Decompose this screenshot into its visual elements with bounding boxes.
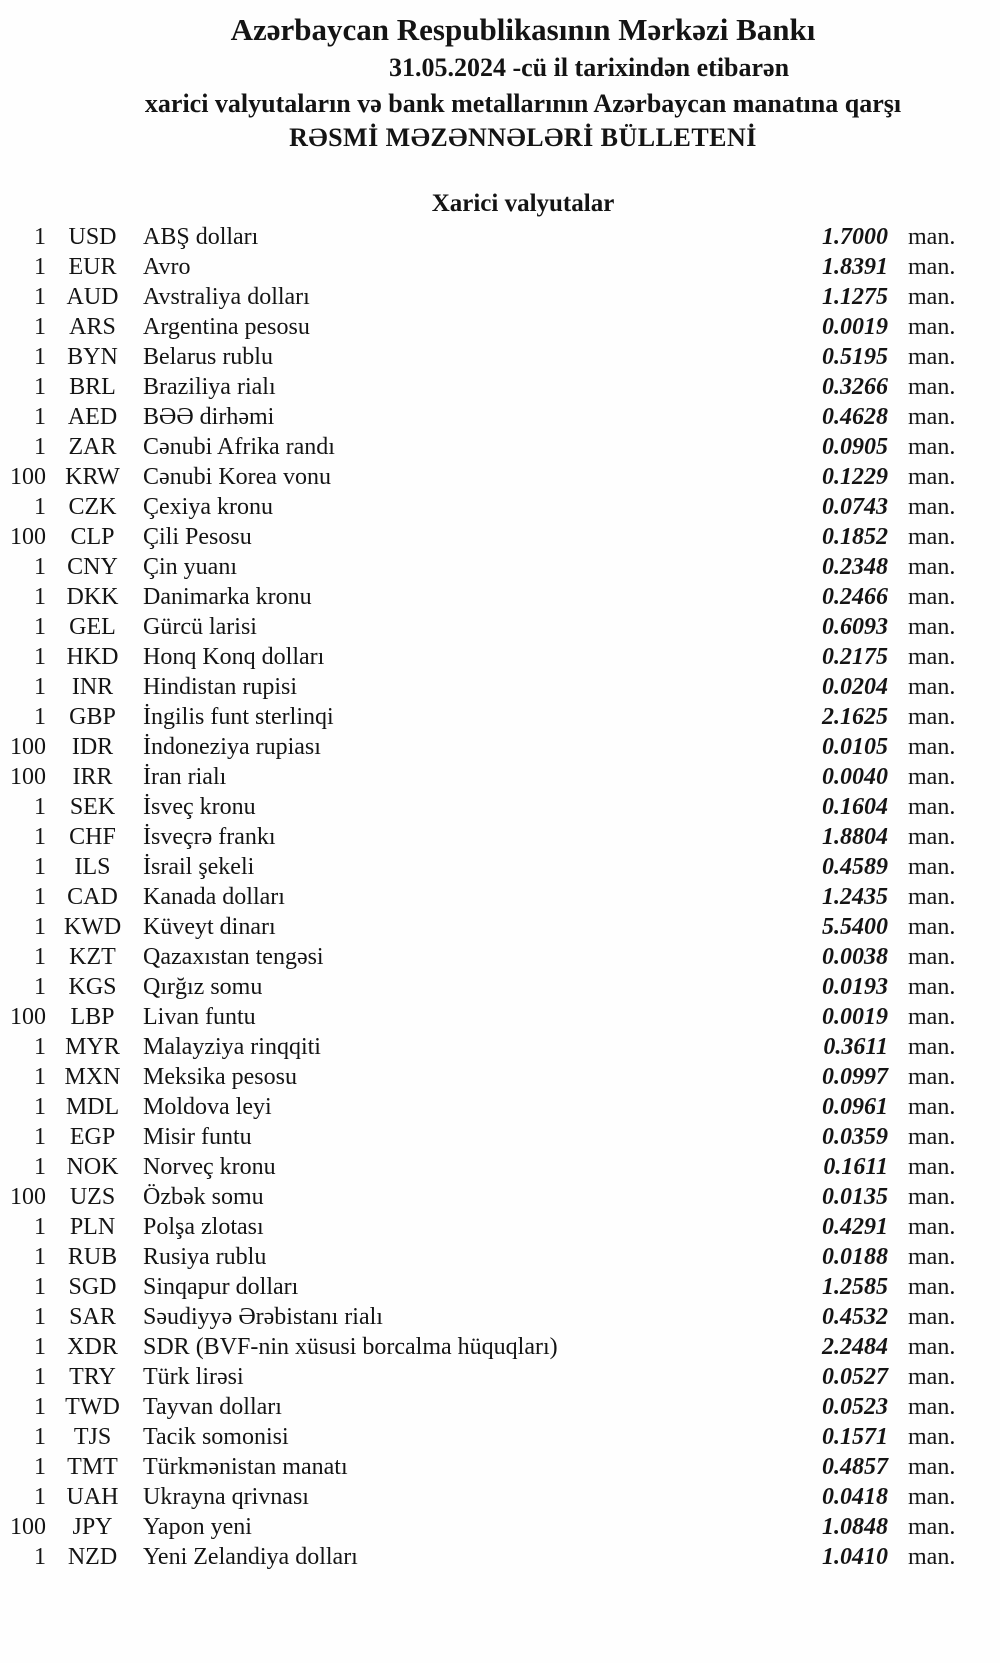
table-row: [0, 1512, 1000, 1542]
unit-label-cell: man.: [908, 1544, 956, 1570]
rate-value-cell: 5.5400: [822, 914, 888, 940]
rate-value-cell: 1.8804: [822, 824, 888, 850]
currency-code-cell: SEK: [69, 794, 116, 820]
rate-value-cell: 0.0418: [822, 1484, 888, 1510]
table-row: [0, 672, 1000, 702]
unit-label-cell: man.: [908, 1304, 956, 1330]
currency-code-cell: RUB: [67, 1244, 118, 1270]
currency-code-cell: KRW: [65, 464, 120, 490]
rate-value-cell: 0.5195: [822, 344, 888, 370]
table-row: [0, 732, 1000, 762]
table-row: [0, 1272, 1000, 1302]
rate-value-cell: 0.0019: [822, 1004, 888, 1030]
quantity-cell: 100: [10, 1184, 46, 1210]
unit-label-cell: man.: [908, 494, 956, 520]
currency-code-cell: TJS: [73, 1424, 112, 1450]
currency-code-cell: TWD: [65, 1394, 120, 1420]
table-row: [0, 1122, 1000, 1152]
currency-name-cell: Rusiya rublu: [143, 1244, 267, 1270]
table-row: [0, 822, 1000, 852]
unit-label-cell: man.: [908, 1034, 956, 1060]
currency-code-cell: CAD: [67, 884, 118, 910]
currency-name-cell: Cənubi Afrika randı: [143, 434, 335, 460]
quantity-cell: 1: [34, 884, 46, 910]
currency-name-cell: BƏƏ dirhəmi: [143, 404, 275, 430]
unit-label-cell: man.: [908, 314, 956, 340]
table-row: [0, 582, 1000, 612]
unit-label-cell: man.: [908, 1244, 956, 1270]
quantity-cell: 1: [34, 944, 46, 970]
rate-value-cell: 0.6093: [822, 614, 888, 640]
currency-name-cell: Çili Pesosu: [143, 524, 252, 550]
table-row: [0, 1392, 1000, 1422]
currency-code-cell: GEL: [69, 614, 116, 640]
unit-label-cell: man.: [908, 254, 956, 280]
table-row: [0, 492, 1000, 522]
unit-label-cell: man.: [908, 1214, 956, 1240]
table-row: [0, 1002, 1000, 1032]
currency-code-cell: EGP: [69, 1124, 116, 1150]
table-row: [0, 1032, 1000, 1062]
rate-value-cell: 1.0410: [822, 1544, 888, 1570]
currency-name-cell: İngilis funt sterlinqi: [143, 704, 334, 730]
quantity-cell: 1: [34, 674, 46, 700]
currency-name-cell: Tayvan dolları: [143, 1394, 282, 1420]
unit-label-cell: man.: [908, 224, 956, 250]
rate-value-cell: 0.1571: [822, 1424, 888, 1450]
rate-value-cell: 0.3611: [823, 1034, 888, 1060]
unit-label-cell: man.: [908, 1424, 956, 1450]
unit-label-cell: man.: [908, 704, 956, 730]
currency-name-cell: Avro: [143, 254, 191, 280]
table-row: [0, 312, 1000, 342]
quantity-cell: 1: [34, 704, 46, 730]
unit-label-cell: man.: [908, 974, 956, 1000]
unit-label-cell: man.: [908, 1064, 956, 1090]
unit-label-cell: man.: [908, 1454, 956, 1480]
table-row: [0, 792, 1000, 822]
unit-label-cell: man.: [908, 764, 956, 790]
table-row: [0, 342, 1000, 372]
quantity-cell: 1: [34, 434, 46, 460]
currency-name-cell: İsveçrə frankı: [143, 824, 276, 850]
currency-name-cell: Belarus rublu: [143, 344, 273, 370]
table-row: [0, 1482, 1000, 1512]
quantity-cell: 1: [34, 1394, 46, 1420]
rate-value-cell: 0.4291: [822, 1214, 888, 1240]
unit-label-cell: man.: [908, 644, 956, 670]
currency-code-cell: CLP: [70, 524, 115, 550]
rate-value-cell: 0.1852: [822, 524, 888, 550]
table-row: [0, 642, 1000, 672]
unit-label-cell: man.: [908, 554, 956, 580]
rate-value-cell: 0.0135: [822, 1184, 888, 1210]
unit-label-cell: man.: [908, 1154, 956, 1180]
table-row: [0, 432, 1000, 462]
currency-code-cell: EUR: [68, 254, 117, 280]
rate-value-cell: 0.0905: [822, 434, 888, 460]
table-row: [0, 942, 1000, 972]
currency-code-cell: CNY: [67, 554, 118, 580]
currency-code-cell: IDR: [71, 734, 114, 760]
table-row: [0, 462, 1000, 492]
currency-name-cell: Türkmənistan manatı: [143, 1454, 348, 1480]
bulletin-header: [46, 10, 1000, 222]
unit-label-cell: man.: [908, 914, 956, 940]
quantity-cell: 1: [34, 644, 46, 670]
quantity-cell: 1: [34, 404, 46, 430]
rate-value-cell: 0.0527: [822, 1364, 888, 1390]
currency-name-cell: Meksika pesosu: [143, 1064, 297, 1090]
rate-value-cell: 0.3266: [822, 374, 888, 400]
unit-label-cell: man.: [908, 1484, 956, 1510]
table-row: [0, 1542, 1000, 1572]
unit-label-cell: man.: [908, 1124, 956, 1150]
unit-label-cell: man.: [908, 464, 956, 490]
unit-label-cell: man.: [908, 824, 956, 850]
unit-label-cell: man.: [908, 944, 956, 970]
quantity-cell: 1: [34, 1124, 46, 1150]
currency-name-cell: İndoneziya rupiası: [143, 734, 321, 760]
currency-name-cell: Malayziya rinqqiti: [143, 1034, 321, 1060]
unit-label-cell: man.: [908, 614, 956, 640]
currency-name-cell: Səudiyyə Ərəbistanı rialı: [143, 1304, 383, 1330]
table-row: [0, 222, 1000, 252]
quantity-cell: 1: [34, 284, 46, 310]
currency-code-cell: KZT: [69, 944, 116, 970]
quantity-cell: 100: [10, 1514, 46, 1540]
currency-name-cell: Küveyt dinarı: [143, 914, 276, 940]
quantity-cell: 100: [10, 524, 46, 550]
currency-name-cell: Misir funtu: [143, 1124, 252, 1150]
rate-value-cell: 1.0848: [822, 1514, 888, 1540]
currency-name-cell: Kanada dolları: [143, 884, 285, 910]
currency-code-cell: GBP: [69, 704, 116, 730]
unit-label-cell: man.: [908, 434, 956, 460]
quantity-cell: 1: [34, 1334, 46, 1360]
page-title: Azərbaycan Respublikasının Mərkəzi Bankı: [230, 12, 816, 47]
currency-code-cell: BYN: [67, 344, 118, 370]
rate-value-cell: 0.0204: [822, 674, 888, 700]
currency-code-cell: NOK: [66, 1154, 119, 1180]
quantity-cell: 1: [34, 1094, 46, 1120]
quantity-cell: 100: [10, 464, 46, 490]
table-row: [0, 1092, 1000, 1122]
table-row: [0, 1212, 1000, 1242]
rate-value-cell: 0.0961: [822, 1094, 888, 1120]
unit-label-cell: man.: [908, 1514, 956, 1540]
currency-name-cell: Honq Konq dolları: [143, 644, 325, 670]
quantity-cell: 1: [34, 1484, 46, 1510]
unit-label-cell: man.: [908, 1364, 956, 1390]
quantity-cell: 1: [34, 1064, 46, 1090]
currency-code-cell: KGS: [68, 974, 117, 1000]
table-row: [0, 552, 1000, 582]
unit-label-cell: man.: [908, 404, 956, 430]
currency-code-cell: AED: [67, 404, 118, 430]
currency-name-cell: Qazaxıstan tengəsi: [143, 944, 324, 970]
currency-code-cell: IRR: [72, 764, 113, 790]
quantity-cell: 1: [34, 794, 46, 820]
currency-code-cell: LBP: [70, 1004, 115, 1030]
table-row: [0, 372, 1000, 402]
rate-value-cell: 0.1611: [823, 1154, 888, 1180]
table-row: [0, 852, 1000, 882]
unit-label-cell: man.: [908, 1184, 956, 1210]
currency-code-cell: JPY: [72, 1514, 113, 1540]
rate-value-cell: 1.1275: [822, 284, 888, 310]
quantity-cell: 100: [10, 1004, 46, 1030]
currency-code-cell: CHF: [69, 824, 116, 850]
currency-code-cell: UZS: [69, 1184, 116, 1210]
currency-name-cell: İsveç kronu: [143, 794, 256, 820]
currency-name-cell: Gürcü larisi: [143, 614, 257, 640]
currency-code-cell: KWD: [63, 914, 122, 940]
quantity-cell: 1: [34, 614, 46, 640]
quantity-cell: 1: [34, 584, 46, 610]
table-row: [0, 282, 1000, 312]
currency-name-cell: Livan funtu: [143, 1004, 256, 1030]
rate-value-cell: 1.7000: [822, 224, 888, 250]
quantity-cell: 1: [34, 914, 46, 940]
unit-label-cell: man.: [908, 1004, 956, 1030]
section-title-foreign-currencies: Xarici valyutalar: [431, 190, 615, 217]
currency-name-cell: ABŞ dolları: [143, 224, 259, 250]
table-row: [0, 1362, 1000, 1392]
rate-value-cell: 1.2585: [822, 1274, 888, 1300]
table-row: [0, 252, 1000, 282]
quantity-cell: 1: [34, 824, 46, 850]
quantity-cell: 1: [34, 254, 46, 280]
rate-value-cell: 0.0105: [822, 734, 888, 760]
currency-code-cell: AUD: [66, 284, 119, 310]
quantity-cell: 1: [34, 1274, 46, 1300]
table-row: [0, 1062, 1000, 1092]
effective-date-line: 31.05.2024 -cü il tarixindən etibarən: [388, 53, 790, 82]
quantity-cell: 1: [34, 1214, 46, 1240]
currency-name-cell: Danimarka kronu: [143, 584, 312, 610]
quantity-cell: 1: [34, 1424, 46, 1450]
quantity-cell: 1: [34, 224, 46, 250]
quantity-cell: 100: [10, 764, 46, 790]
rate-value-cell: 0.0040: [822, 764, 888, 790]
bulletin-title: RƏSMİ MƏZƏNNƏLƏRİ BÜLLETENİ: [289, 123, 757, 152]
table-row: [0, 402, 1000, 432]
currency-name-cell: İran rialı: [143, 764, 227, 790]
currency-name-cell: Tacik somonisi: [143, 1424, 289, 1450]
table-row: [0, 1152, 1000, 1182]
currency-code-cell: MXN: [64, 1064, 121, 1090]
unit-label-cell: man.: [908, 854, 956, 880]
table-row: [0, 1332, 1000, 1362]
rate-value-cell: 0.0359: [822, 1124, 888, 1150]
bulletin-subtitle: xarici valyutaların və bank metallarının Azərbaycan manatına qarşı: [144, 89, 902, 118]
rate-value-cell: 0.1604: [822, 794, 888, 820]
rate-value-cell: 0.4857: [822, 1454, 888, 1480]
quantity-cell: 1: [34, 344, 46, 370]
currency-code-cell: CZK: [68, 494, 117, 520]
quantity-cell: 1: [34, 1034, 46, 1060]
quantity-cell: 1: [34, 494, 46, 520]
rate-value-cell: 1.2435: [822, 884, 888, 910]
currency-name-cell: Qırğız somu: [143, 974, 263, 1000]
unit-label-cell: man.: [908, 584, 956, 610]
currency-code-cell: UAH: [66, 1484, 119, 1510]
rate-value-cell: 2.1625: [822, 704, 888, 730]
currency-code-cell: DKK: [66, 584, 119, 610]
rate-value-cell: 0.4628: [822, 404, 888, 430]
table-row: [0, 522, 1000, 552]
rate-value-cell: 0.0743: [822, 494, 888, 520]
unit-label-cell: man.: [908, 884, 956, 910]
rates-table: [0, 222, 1000, 1572]
rate-value-cell: 0.0193: [822, 974, 888, 1000]
quantity-cell: 100: [10, 734, 46, 760]
rate-value-cell: 0.2348: [822, 554, 888, 580]
unit-label-cell: man.: [908, 1334, 956, 1360]
rate-value-cell: 2.2484: [822, 1334, 888, 1360]
quantity-cell: 1: [34, 374, 46, 400]
currency-name-cell: Yeni Zelandiya dolları: [143, 1544, 358, 1570]
currency-name-cell: Çexiya kronu: [143, 494, 273, 520]
currency-name-cell: Sinqapur dolları: [143, 1274, 299, 1300]
currency-name-cell: Norveç kronu: [143, 1154, 276, 1180]
table-row: [0, 762, 1000, 792]
currency-code-cell: BRL: [69, 374, 116, 400]
quantity-cell: 1: [34, 1304, 46, 1330]
currency-name-cell: Cənubi Korea vonu: [143, 464, 331, 490]
quantity-cell: 1: [34, 974, 46, 1000]
rate-value-cell: 0.4532: [822, 1304, 888, 1330]
currency-code-cell: ZAR: [68, 434, 117, 460]
currency-name-cell: Çin yuanı: [143, 554, 237, 580]
table-row: [0, 972, 1000, 1002]
unit-label-cell: man.: [908, 524, 956, 550]
rate-value-cell: 0.2175: [822, 644, 888, 670]
rate-value-cell: 0.0523: [822, 1394, 888, 1420]
currency-code-cell: MDL: [65, 1094, 120, 1120]
unit-label-cell: man.: [908, 1274, 956, 1300]
quantity-cell: 1: [34, 314, 46, 340]
currency-name-cell: Polşa zlotası: [143, 1214, 264, 1240]
rate-value-cell: 0.1229: [822, 464, 888, 490]
table-row: [0, 1452, 1000, 1482]
currency-code-cell: PLN: [69, 1214, 116, 1240]
unit-label-cell: man.: [908, 1094, 956, 1120]
table-row: [0, 1422, 1000, 1452]
table-row: [0, 882, 1000, 912]
rate-value-cell: 0.2466: [822, 584, 888, 610]
currency-name-cell: Özbək somu: [143, 1184, 264, 1210]
unit-label-cell: man.: [908, 284, 956, 310]
quantity-cell: 1: [34, 1454, 46, 1480]
currency-code-cell: USD: [68, 224, 117, 250]
rate-value-cell: 0.0038: [822, 944, 888, 970]
unit-label-cell: man.: [908, 1394, 956, 1420]
currency-code-cell: SGD: [68, 1274, 117, 1300]
currency-code-cell: MYR: [65, 1034, 120, 1060]
currency-name-cell: Braziliya rialı: [143, 374, 276, 400]
unit-label-cell: man.: [908, 674, 956, 700]
currency-code-cell: INR: [71, 674, 114, 700]
currency-name-cell: Avstraliya dolları: [143, 284, 310, 310]
currency-name-cell: SDR (BVF-nin xüsusi borcalma hüquqları): [143, 1334, 558, 1360]
rate-value-cell: 0.0997: [822, 1064, 888, 1090]
currency-name-cell: Ukrayna qrivnası: [143, 1484, 309, 1510]
table-row: [0, 1242, 1000, 1272]
table-row: [0, 702, 1000, 732]
table-row: [0, 912, 1000, 942]
rate-value-cell: 0.4589: [822, 854, 888, 880]
currency-code-cell: TRY: [69, 1364, 116, 1390]
quantity-cell: 1: [34, 1544, 46, 1570]
rate-value-cell: 1.8391: [822, 254, 888, 280]
unit-label-cell: man.: [908, 374, 956, 400]
currency-name-cell: Türk lirəsi: [143, 1364, 244, 1390]
currency-code-cell: XDR: [67, 1334, 118, 1360]
currency-name-cell: Argentina pesosu: [143, 314, 310, 340]
rate-value-cell: 0.0019: [822, 314, 888, 340]
table-row: [0, 612, 1000, 642]
currency-code-cell: NZD: [67, 1544, 118, 1570]
currency-code-cell: TMT: [67, 1454, 118, 1480]
quantity-cell: 1: [34, 1154, 46, 1180]
currency-name-cell: İsrail şekeli: [143, 854, 255, 880]
quantity-cell: 1: [34, 854, 46, 880]
quantity-cell: 1: [34, 1244, 46, 1270]
unit-label-cell: man.: [908, 734, 956, 760]
currency-code-cell: ILS: [74, 854, 111, 880]
currency-name-cell: Hindistan rupisi: [143, 674, 297, 700]
currency-code-cell: HKD: [66, 644, 119, 670]
unit-label-cell: man.: [908, 794, 956, 820]
currency-code-cell: ARS: [69, 314, 116, 340]
currency-name-cell: Moldova leyi: [143, 1094, 272, 1120]
quantity-cell: 1: [34, 1364, 46, 1390]
currency-name-cell: Yapon yeni: [143, 1514, 252, 1540]
quantity-cell: 1: [34, 554, 46, 580]
currency-code-cell: SAR: [69, 1304, 116, 1330]
unit-label-cell: man.: [908, 344, 956, 370]
table-row: [0, 1302, 1000, 1332]
table-row: [0, 1182, 1000, 1212]
rate-value-cell: 0.0188: [822, 1244, 888, 1270]
